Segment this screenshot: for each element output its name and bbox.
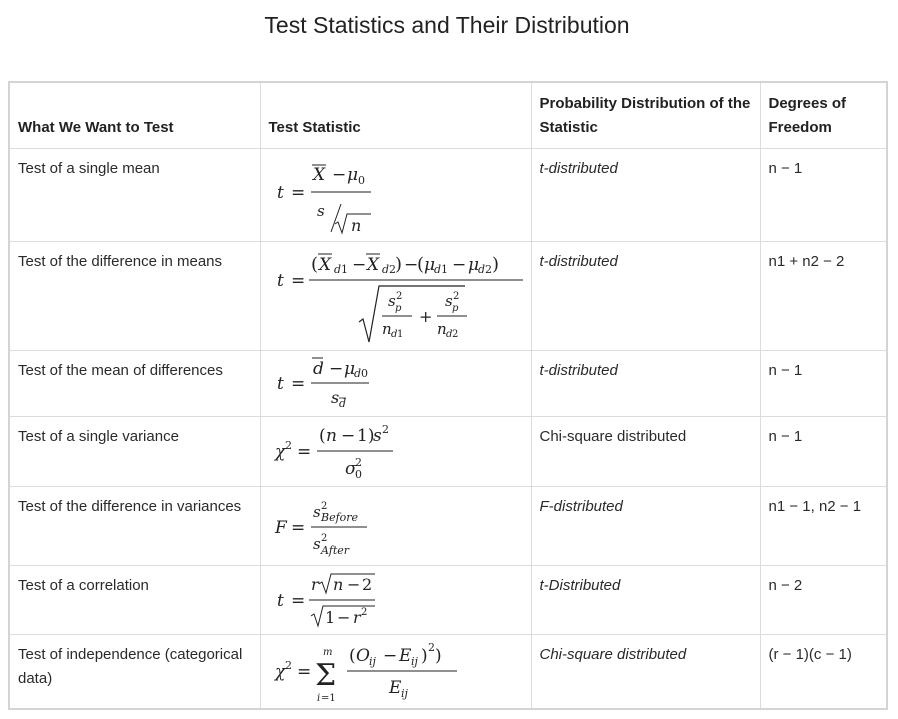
svg-text:O: O	[355, 646, 370, 667]
header-df: Degrees of Freedom	[760, 82, 887, 148]
svg-text:2: 2	[427, 641, 435, 655]
svg-text:=: =	[290, 270, 305, 291]
svg-text:F: F	[274, 517, 287, 538]
statistics-table	[8, 81, 888, 710]
svg-text:r: r	[352, 607, 361, 627]
degrees-of-freedom: n1 − 1, n2 − 1	[760, 486, 887, 565]
header-row	[9, 82, 887, 148]
table-row	[9, 241, 887, 350]
svg-text:d: d	[333, 262, 341, 276]
table-row	[9, 148, 887, 241]
svg-text:+: +	[418, 306, 432, 326]
svg-text:−: −	[451, 254, 466, 275]
svg-text:): )	[394, 253, 402, 275]
svg-text:ij: ij	[368, 655, 376, 669]
formula-independence	[260, 634, 531, 709]
svg-text:2: 2	[452, 290, 459, 302]
svg-text:2: 2	[388, 262, 396, 276]
formula-4	[265, 491, 527, 561]
svg-text:s: s	[312, 534, 321, 553]
degrees-of-freedom: n − 1	[760, 350, 887, 416]
svg-text:d: d	[477, 262, 485, 276]
svg-text:2: 2	[360, 606, 367, 618]
svg-text:2: 2	[361, 574, 372, 594]
svg-text:): )	[434, 646, 442, 667]
svg-text:σ: σ	[344, 459, 357, 479]
formula-2	[265, 353, 527, 413]
svg-text:(: (	[416, 253, 424, 275]
header-distribution: Probability Distribution of the Statistic	[531, 82, 760, 148]
formula-correlation	[260, 565, 531, 634]
svg-text:s: s	[316, 201, 325, 220]
svg-text:0: 0	[357, 173, 365, 187]
svg-text:−: −	[346, 574, 360, 594]
test-name: Test of the mean of differences	[9, 350, 260, 416]
svg-text:2: 2	[320, 500, 327, 512]
svg-text:2: 2	[320, 532, 327, 544]
svg-text:−: −	[351, 254, 366, 275]
distribution: t-distributed	[531, 148, 760, 241]
svg-text:=: =	[290, 374, 305, 394]
formula-difference-variances	[260, 486, 531, 565]
formula-single-mean	[260, 148, 531, 241]
test-name: Test of a single variance	[9, 416, 260, 486]
svg-text:d: d	[338, 397, 346, 410]
svg-text:s: s	[330, 388, 339, 407]
svg-text:2: 2	[284, 659, 292, 673]
svg-text:0: 0	[360, 367, 368, 380]
svg-text:ij: ij	[400, 687, 408, 701]
svg-text:s: s	[312, 502, 321, 521]
svg-text:=: =	[290, 590, 305, 611]
svg-text:d: d	[312, 359, 324, 379]
svg-text:1: 1	[340, 262, 348, 276]
svg-text:2: 2	[395, 290, 402, 302]
table-row	[9, 416, 887, 486]
svg-text:−: −	[331, 164, 346, 185]
svg-text:r: r	[310, 574, 319, 594]
svg-text:χ: χ	[274, 442, 285, 462]
page-title: Test Statistics and Their Distribution	[264, 12, 630, 38]
test-name: Test of the difference in means	[9, 241, 260, 350]
svg-text:s: s	[387, 291, 396, 310]
svg-text:=: =	[296, 442, 311, 462]
header-what: What We Want to Test	[9, 82, 260, 148]
svg-text:−: −	[328, 359, 343, 379]
svg-text:i: i	[316, 693, 320, 705]
svg-text:): )	[420, 646, 428, 667]
svg-text:Σ: Σ	[314, 658, 336, 694]
svg-text:n: n	[325, 426, 337, 446]
test-name: Test of a correlation	[9, 565, 260, 634]
formula-mean-differences	[260, 350, 531, 416]
svg-text:t: t	[276, 182, 284, 203]
header-statistic: Test Statistic	[260, 82, 531, 148]
svg-text:(: (	[318, 426, 326, 446]
svg-text:1): 1)	[356, 426, 374, 446]
svg-text:μ: μ	[467, 254, 479, 275]
svg-text:=: =	[290, 517, 305, 538]
svg-text:=: =	[290, 182, 305, 203]
svg-text:μ: μ	[343, 359, 355, 379]
svg-text:1: 1	[396, 328, 403, 340]
svg-text:n: n	[350, 215, 361, 235]
svg-text:E: E	[388, 678, 401, 699]
formula-1	[265, 244, 527, 348]
svg-text:X: X	[366, 254, 379, 275]
distribution: Chi-square distributed	[531, 634, 760, 709]
degrees-of-freedom: n − 2	[760, 565, 887, 634]
svg-text:=: =	[296, 662, 311, 683]
distribution: t-distributed	[531, 241, 760, 350]
svg-text:t: t	[276, 270, 284, 291]
svg-text:d: d	[381, 262, 389, 276]
formula-single-variance	[260, 416, 531, 486]
svg-text:n: n	[381, 319, 392, 338]
svg-text:Before: Before	[320, 510, 358, 524]
distribution: t-Distributed	[531, 565, 760, 634]
svg-text:d: d	[390, 328, 397, 340]
table-row	[9, 350, 887, 416]
formula-5	[265, 568, 527, 632]
svg-text:(: (	[348, 646, 356, 667]
formula-3	[265, 419, 527, 483]
degrees-of-freedom: (r − 1)(c − 1)	[760, 634, 887, 709]
svg-text:X: X	[318, 254, 331, 275]
table-row	[9, 634, 887, 709]
formula-0	[265, 152, 527, 238]
svg-text:−: −	[336, 607, 350, 627]
svg-text:s: s	[444, 291, 453, 310]
distribution: t-distributed	[531, 350, 760, 416]
distribution: F-distributed	[531, 486, 760, 565]
svg-text:d: d	[433, 262, 441, 276]
svg-text:E: E	[398, 646, 411, 667]
test-name: Test of independence (categorical data)	[9, 634, 260, 709]
degrees-of-freedom: n − 1	[760, 148, 887, 241]
svg-text:t: t	[276, 374, 284, 394]
svg-text:2: 2	[381, 423, 389, 436]
svg-text:p: p	[451, 302, 458, 314]
formula-difference-means	[260, 241, 531, 350]
degrees-of-freedom: n1 + n2 − 2	[760, 241, 887, 350]
svg-text:ij: ij	[410, 655, 418, 669]
svg-text:d: d	[445, 328, 452, 340]
svg-text:0: 0	[354, 468, 362, 481]
svg-text:d: d	[353, 367, 361, 380]
svg-text:1: 1	[324, 607, 335, 627]
table-row	[9, 486, 887, 565]
svg-text:X: X	[312, 164, 325, 185]
svg-text:μ: μ	[423, 254, 435, 275]
table-row	[9, 565, 887, 634]
svg-text:χ: χ	[274, 662, 285, 683]
svg-text:(: (	[310, 253, 318, 275]
svg-text:): )	[491, 253, 499, 275]
svg-text:−: −	[382, 646, 397, 667]
svg-text:2: 2	[484, 262, 492, 276]
svg-text:2: 2	[284, 439, 292, 452]
distribution: Chi-square distributed	[531, 416, 760, 486]
svg-text:1: 1	[440, 262, 448, 276]
svg-text:n: n	[332, 574, 343, 594]
svg-text:2: 2	[451, 328, 458, 340]
test-name: Test of a single mean	[9, 148, 260, 241]
svg-text:s: s	[372, 426, 382, 446]
svg-text:p: p	[394, 302, 401, 314]
svg-text:n: n	[436, 319, 447, 338]
svg-text:−: −	[403, 254, 418, 275]
svg-text:m: m	[322, 647, 332, 659]
svg-text:=1: =1	[320, 693, 336, 705]
svg-text:t: t	[276, 590, 284, 611]
test-name: Test of the difference in variances	[9, 486, 260, 565]
formula-6	[265, 635, 527, 707]
degrees-of-freedom: n − 1	[760, 416, 887, 486]
svg-text:−: −	[340, 426, 355, 446]
svg-text:μ: μ	[346, 164, 358, 185]
svg-text:After: After	[320, 543, 349, 557]
svg-text:2: 2	[354, 456, 362, 469]
